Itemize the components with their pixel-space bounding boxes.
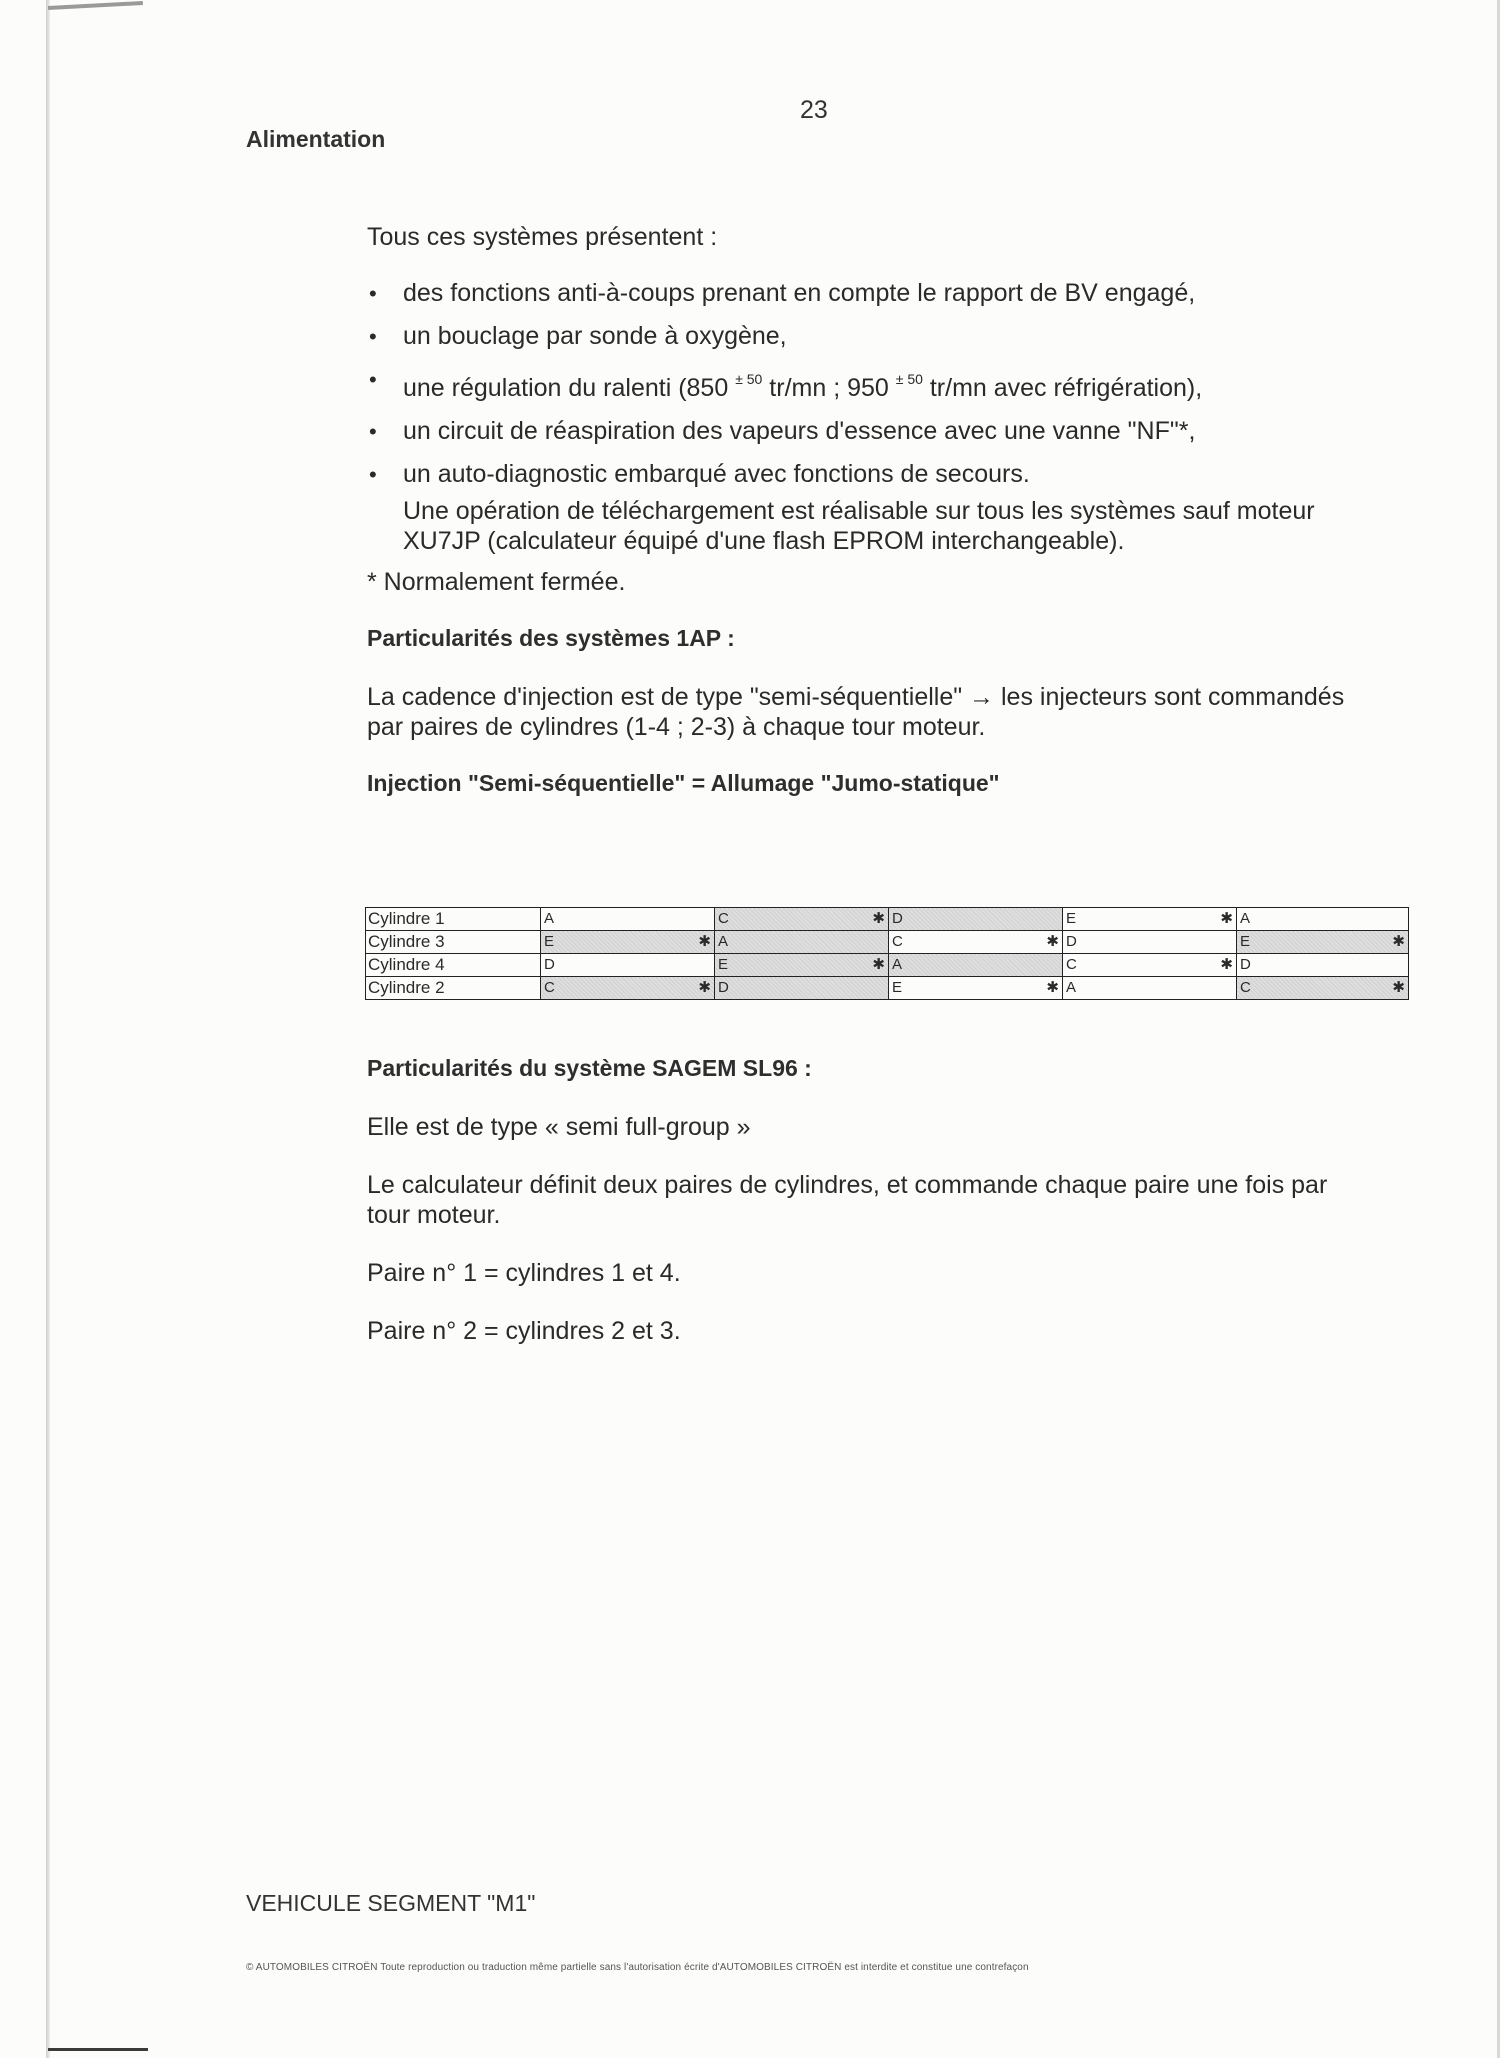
injection-table	[365, 907, 1409, 1000]
ignition-star-icon: ✱	[1220, 910, 1233, 927]
phase-cell	[1237, 954, 1409, 977]
phase-cell	[541, 954, 715, 977]
paragraph-1ap: La cadence d'injection est de type "semi-séquentielle" → les injecteurs sont commandés par paires de cylindres (1-4 ; 2-3) à chaque tour moteur.	[367, 683, 1345, 741]
phase-letter: E	[1066, 910, 1077, 927]
phase-letter: A	[718, 933, 729, 950]
heading-1ap: Particularités des systèmes 1AP :	[367, 625, 735, 651]
tolerance-1: ± 50	[735, 371, 763, 387]
list-item	[367, 321, 1367, 351]
list-item-text: un bouclage par sonde à oxygène,	[403, 322, 787, 350]
phase-letter: C	[892, 933, 903, 950]
phase-letter: C	[544, 979, 555, 996]
table-row	[366, 908, 1409, 931]
ignition-star-icon: ✱	[872, 910, 885, 927]
paragraph-sagem-1: Elle est de type « semi full-group »	[367, 1113, 751, 1141]
phase-letter: A	[544, 910, 555, 927]
bullet-icon: •	[369, 281, 377, 306]
ralenti-mid: tr/mn ; 950	[769, 374, 889, 402]
phase-letter: D	[1240, 956, 1251, 973]
list-item-text: un auto-diagnostic embarqué avec fonctions de secours.	[403, 460, 1030, 488]
cylinder-label: Cylindre 3	[366, 931, 541, 954]
bullet-icon: •	[369, 324, 377, 349]
paragraph-sagem-2: Le calculateur définit deux paires de cylindres, et commande chaque paire une fois par tour moteur.	[367, 1171, 1328, 1229]
phase-cell	[1063, 908, 1237, 931]
bullet-icon: •	[369, 419, 377, 444]
ignition-star-icon: ✱	[698, 979, 711, 996]
feature-list	[367, 278, 1367, 489]
scan-corner-top	[48, 1, 143, 10]
ignition-star-icon: ✱	[1392, 979, 1405, 996]
phase-letter: A	[1066, 979, 1077, 996]
list-item	[367, 459, 1367, 489]
list-item	[367, 364, 1367, 403]
vehicle-segment: VEHICULE SEGMENT "M1"	[246, 1890, 536, 1916]
phase-cell	[1237, 977, 1409, 1000]
phase-letter: A	[1240, 910, 1251, 927]
cylinder-label: Cylindre 4	[366, 954, 541, 977]
phase-cell	[1237, 908, 1409, 931]
list-item-text: un circuit de réaspiration des vapeurs d'essence avec une vanne "NF"*,	[403, 417, 1196, 445]
phase-letter: C	[718, 910, 729, 927]
table-row	[366, 977, 1409, 1000]
list-item-text: des fonctions anti-à-coups prenant en compte le rapport de BV engagé,	[403, 279, 1196, 307]
ralenti-prefix: une régulation du ralenti (850	[403, 374, 729, 402]
phase-cell	[715, 931, 889, 954]
phase-cell	[715, 954, 889, 977]
phase-cell	[715, 908, 889, 931]
phase-cell	[1237, 931, 1409, 954]
phase-letter: C	[1066, 956, 1077, 973]
intro-text: Tous ces systèmes présentent :	[367, 223, 718, 251]
download-note: Une opération de téléchargement est réalisable sur tous les systèmes sauf moteur XU7JP (calculateur équipé d'une flash EPROM interchangeable).	[403, 497, 1315, 555]
cylinder-label: Cylindre 2	[366, 977, 541, 1000]
ignition-star-icon: ✱	[872, 956, 885, 973]
phase-cell	[1063, 954, 1237, 977]
bullet-icon: •	[369, 462, 377, 487]
phase-letter: D	[544, 956, 555, 973]
bullet-icon: •	[369, 367, 377, 392]
main-content	[367, 223, 1367, 827]
list-item	[367, 278, 1367, 308]
scan-corner-bottom	[48, 2048, 148, 2051]
phase-cell	[541, 931, 715, 954]
phase-cell	[1063, 977, 1237, 1000]
ignition-star-icon: ✱	[1220, 956, 1233, 973]
ralenti-suffix: tr/mn avec réfrigération),	[929, 374, 1203, 402]
phase-letter: D	[892, 910, 903, 927]
phase-cell	[541, 977, 715, 1000]
phase-cell	[889, 977, 1063, 1000]
table-row	[366, 931, 1409, 954]
copyright-notice: © AUTOMOBILES CITROËN Toute reproduction ou traduction même partielle sans l'autorisation écrite d'AUTOMOBILES CITROËN est interdite et constitue une contrefaçon	[246, 1962, 1029, 1973]
heading-injection: Injection "Semi-séquentielle" = Allumage "Jumo-statique"	[367, 770, 1000, 796]
sagem-section	[367, 1055, 1367, 1374]
paire-2: Paire n° 2 = cylindres 2 et 3.	[367, 1317, 681, 1345]
page-number: 23	[800, 96, 828, 124]
footnote: * Normalement fermée.	[367, 568, 626, 596]
phase-cell	[1063, 931, 1237, 954]
phase-cell	[541, 908, 715, 931]
ignition-star-icon: ✱	[1392, 933, 1405, 950]
phase-cell	[889, 954, 1063, 977]
phase-cell	[715, 977, 889, 1000]
ignition-star-icon: ✱	[698, 933, 711, 950]
phase-letter: E	[718, 956, 729, 973]
phase-cell	[889, 908, 1063, 931]
phase-letter: C	[1240, 979, 1251, 996]
ignition-star-icon: ✱	[1046, 979, 1059, 996]
section-title: Alimentation	[246, 126, 386, 152]
table-row	[366, 954, 1409, 977]
cylinder-label: Cylindre 1	[366, 908, 541, 931]
phase-letter: E	[544, 933, 555, 950]
phase-letter: A	[892, 956, 903, 973]
ignition-star-icon: ✱	[1046, 933, 1059, 950]
scan-edge-left	[46, 0, 50, 2058]
list-item	[367, 416, 1367, 446]
phase-letter: D	[1066, 933, 1077, 950]
phase-letter: E	[1240, 933, 1251, 950]
tolerance-2: ± 50	[895, 371, 923, 387]
phase-letter: D	[718, 979, 729, 996]
paire-1: Paire n° 1 = cylindres 1 et 4.	[367, 1259, 681, 1287]
injection-table-body	[366, 908, 1409, 1000]
phase-letter: E	[892, 979, 903, 996]
phase-cell	[889, 931, 1063, 954]
heading-sagem: Particularités du système SAGEM SL96 :	[367, 1055, 812, 1081]
